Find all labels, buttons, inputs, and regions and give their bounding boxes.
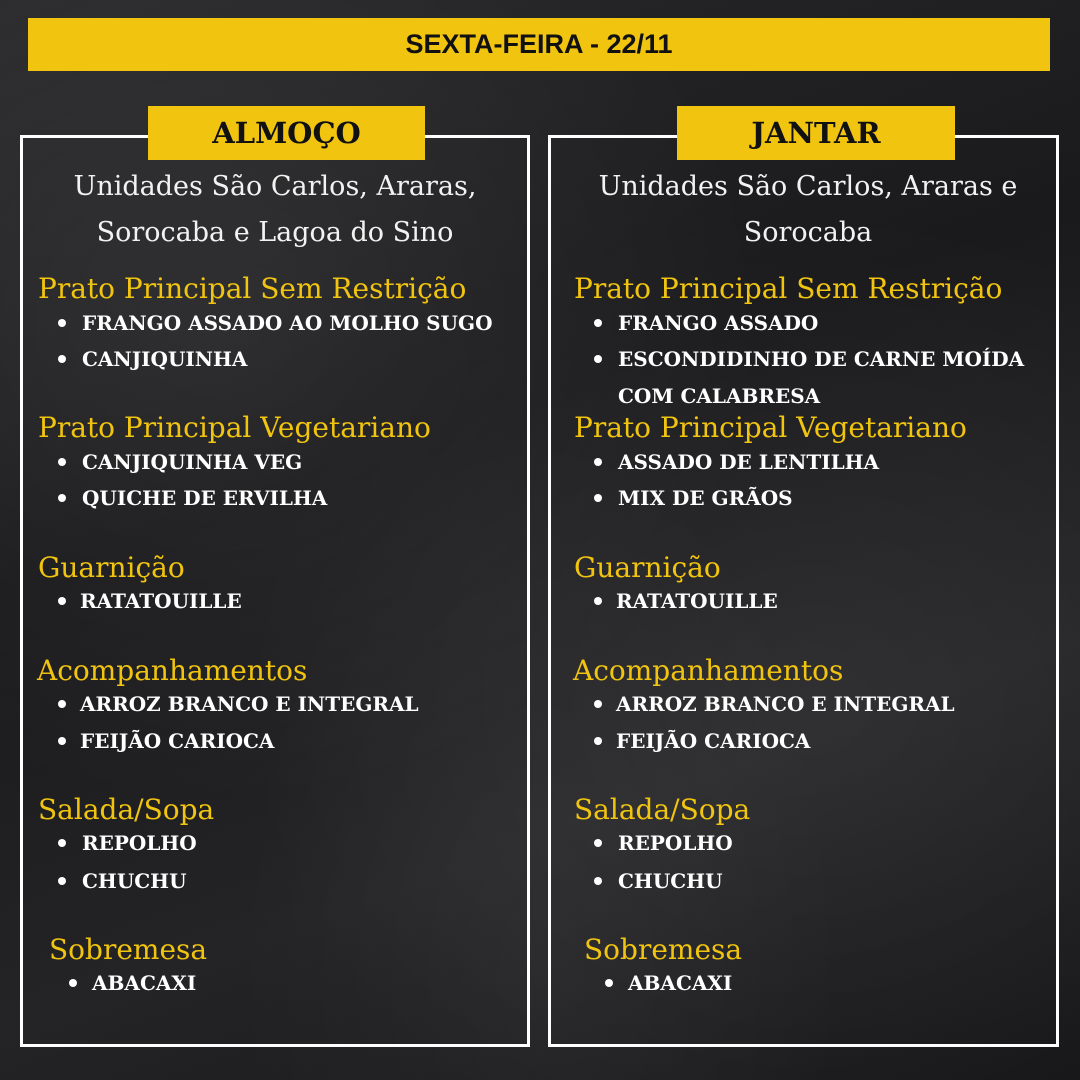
bullet-icon <box>58 700 66 708</box>
menu-item: FEIJÃO CARIOCA <box>616 729 811 753</box>
menu-item: CHUCHU <box>618 869 723 893</box>
menu-item: REPOLHO <box>618 831 733 855</box>
bullet-icon <box>58 355 66 363</box>
bullet-icon <box>58 494 66 502</box>
menu-item: ABACAXI <box>92 971 197 995</box>
section-heading: Sobremesa <box>49 933 208 966</box>
menu-item: ESCONDIDINHO DE CARNE MOÍDA <box>618 347 1025 371</box>
menu-item: ARROZ BRANCO E INTEGRAL <box>616 692 955 716</box>
section-heading: Prato Principal Vegetariano <box>574 411 967 444</box>
page-title: SEXTA-FEIRA - 22/11 <box>28 18 1050 71</box>
bullet-icon <box>58 597 66 605</box>
bullet-icon <box>605 979 613 987</box>
lunch-units-line1: Unidades São Carlos, Araras, <box>73 171 477 202</box>
bullet-icon <box>594 355 602 363</box>
dinner-units-line1: Unidades São Carlos, Araras e <box>598 171 1018 202</box>
menu-item: QUICHE DE ERVILHA <box>82 486 328 510</box>
menu-item: CANJIQUINHA <box>82 347 248 371</box>
bullet-icon <box>594 737 602 745</box>
bullet-icon <box>594 700 602 708</box>
lunch-units <box>30 164 520 256</box>
menu-item: MIX DE GRÃOS <box>618 486 793 510</box>
menu-item: ASSADO DE LENTILHA <box>618 450 880 474</box>
section-heading: Salada/Sopa <box>38 793 215 826</box>
section-heading: Sobremesa <box>584 933 743 966</box>
bullet-icon <box>69 979 77 987</box>
menu-item: CHUCHU <box>82 869 187 893</box>
bullet-icon <box>58 458 66 466</box>
menu-item: RATATOUILLE <box>616 589 778 613</box>
lunch-tab: ALMOÇO <box>148 106 425 160</box>
bullet-icon <box>58 877 66 885</box>
dinner-tab: JANTAR <box>677 106 955 160</box>
section-heading: Prato Principal Sem Restrição <box>38 272 467 305</box>
bullet-icon <box>594 839 602 847</box>
bullet-icon <box>594 597 602 605</box>
bullet-icon <box>594 319 602 327</box>
bullet-icon <box>594 494 602 502</box>
section-heading: Guarnição <box>574 551 721 584</box>
menu-item: ABACAXI <box>628 971 733 995</box>
section-heading: Acompanhamentos <box>37 654 308 687</box>
bullet-icon <box>58 737 66 745</box>
dinner-units <box>558 164 1058 256</box>
menu-item: CANJIQUINHA VEG <box>82 450 303 474</box>
menu-item: FRANGO ASSADO <box>618 311 819 335</box>
dinner-units-line2: Sorocaba <box>743 217 873 248</box>
menu-item: ARROZ BRANCO E INTEGRAL <box>80 692 419 716</box>
bullet-icon <box>58 319 66 327</box>
menu-item: FEIJÃO CARIOCA <box>80 729 275 753</box>
menu-item: FRANGO ASSADO AO MOLHO SUGO <box>82 311 493 335</box>
bullet-icon <box>594 458 602 466</box>
bullet-icon <box>58 839 66 847</box>
section-heading: Prato Principal Sem Restrição <box>574 272 1003 305</box>
section-heading: Prato Principal Vegetariano <box>38 411 431 444</box>
menu-item: RATATOUILLE <box>80 589 242 613</box>
lunch-units-line2: Sorocaba e Lagoa do Sino <box>96 217 454 248</box>
section-heading: Salada/Sopa <box>574 793 751 826</box>
menu-item: COM CALABRESA <box>618 384 821 408</box>
section-heading: Guarnição <box>38 551 185 584</box>
menu-item: REPOLHO <box>82 831 197 855</box>
bullet-icon <box>594 877 602 885</box>
section-heading: Acompanhamentos <box>573 654 844 687</box>
